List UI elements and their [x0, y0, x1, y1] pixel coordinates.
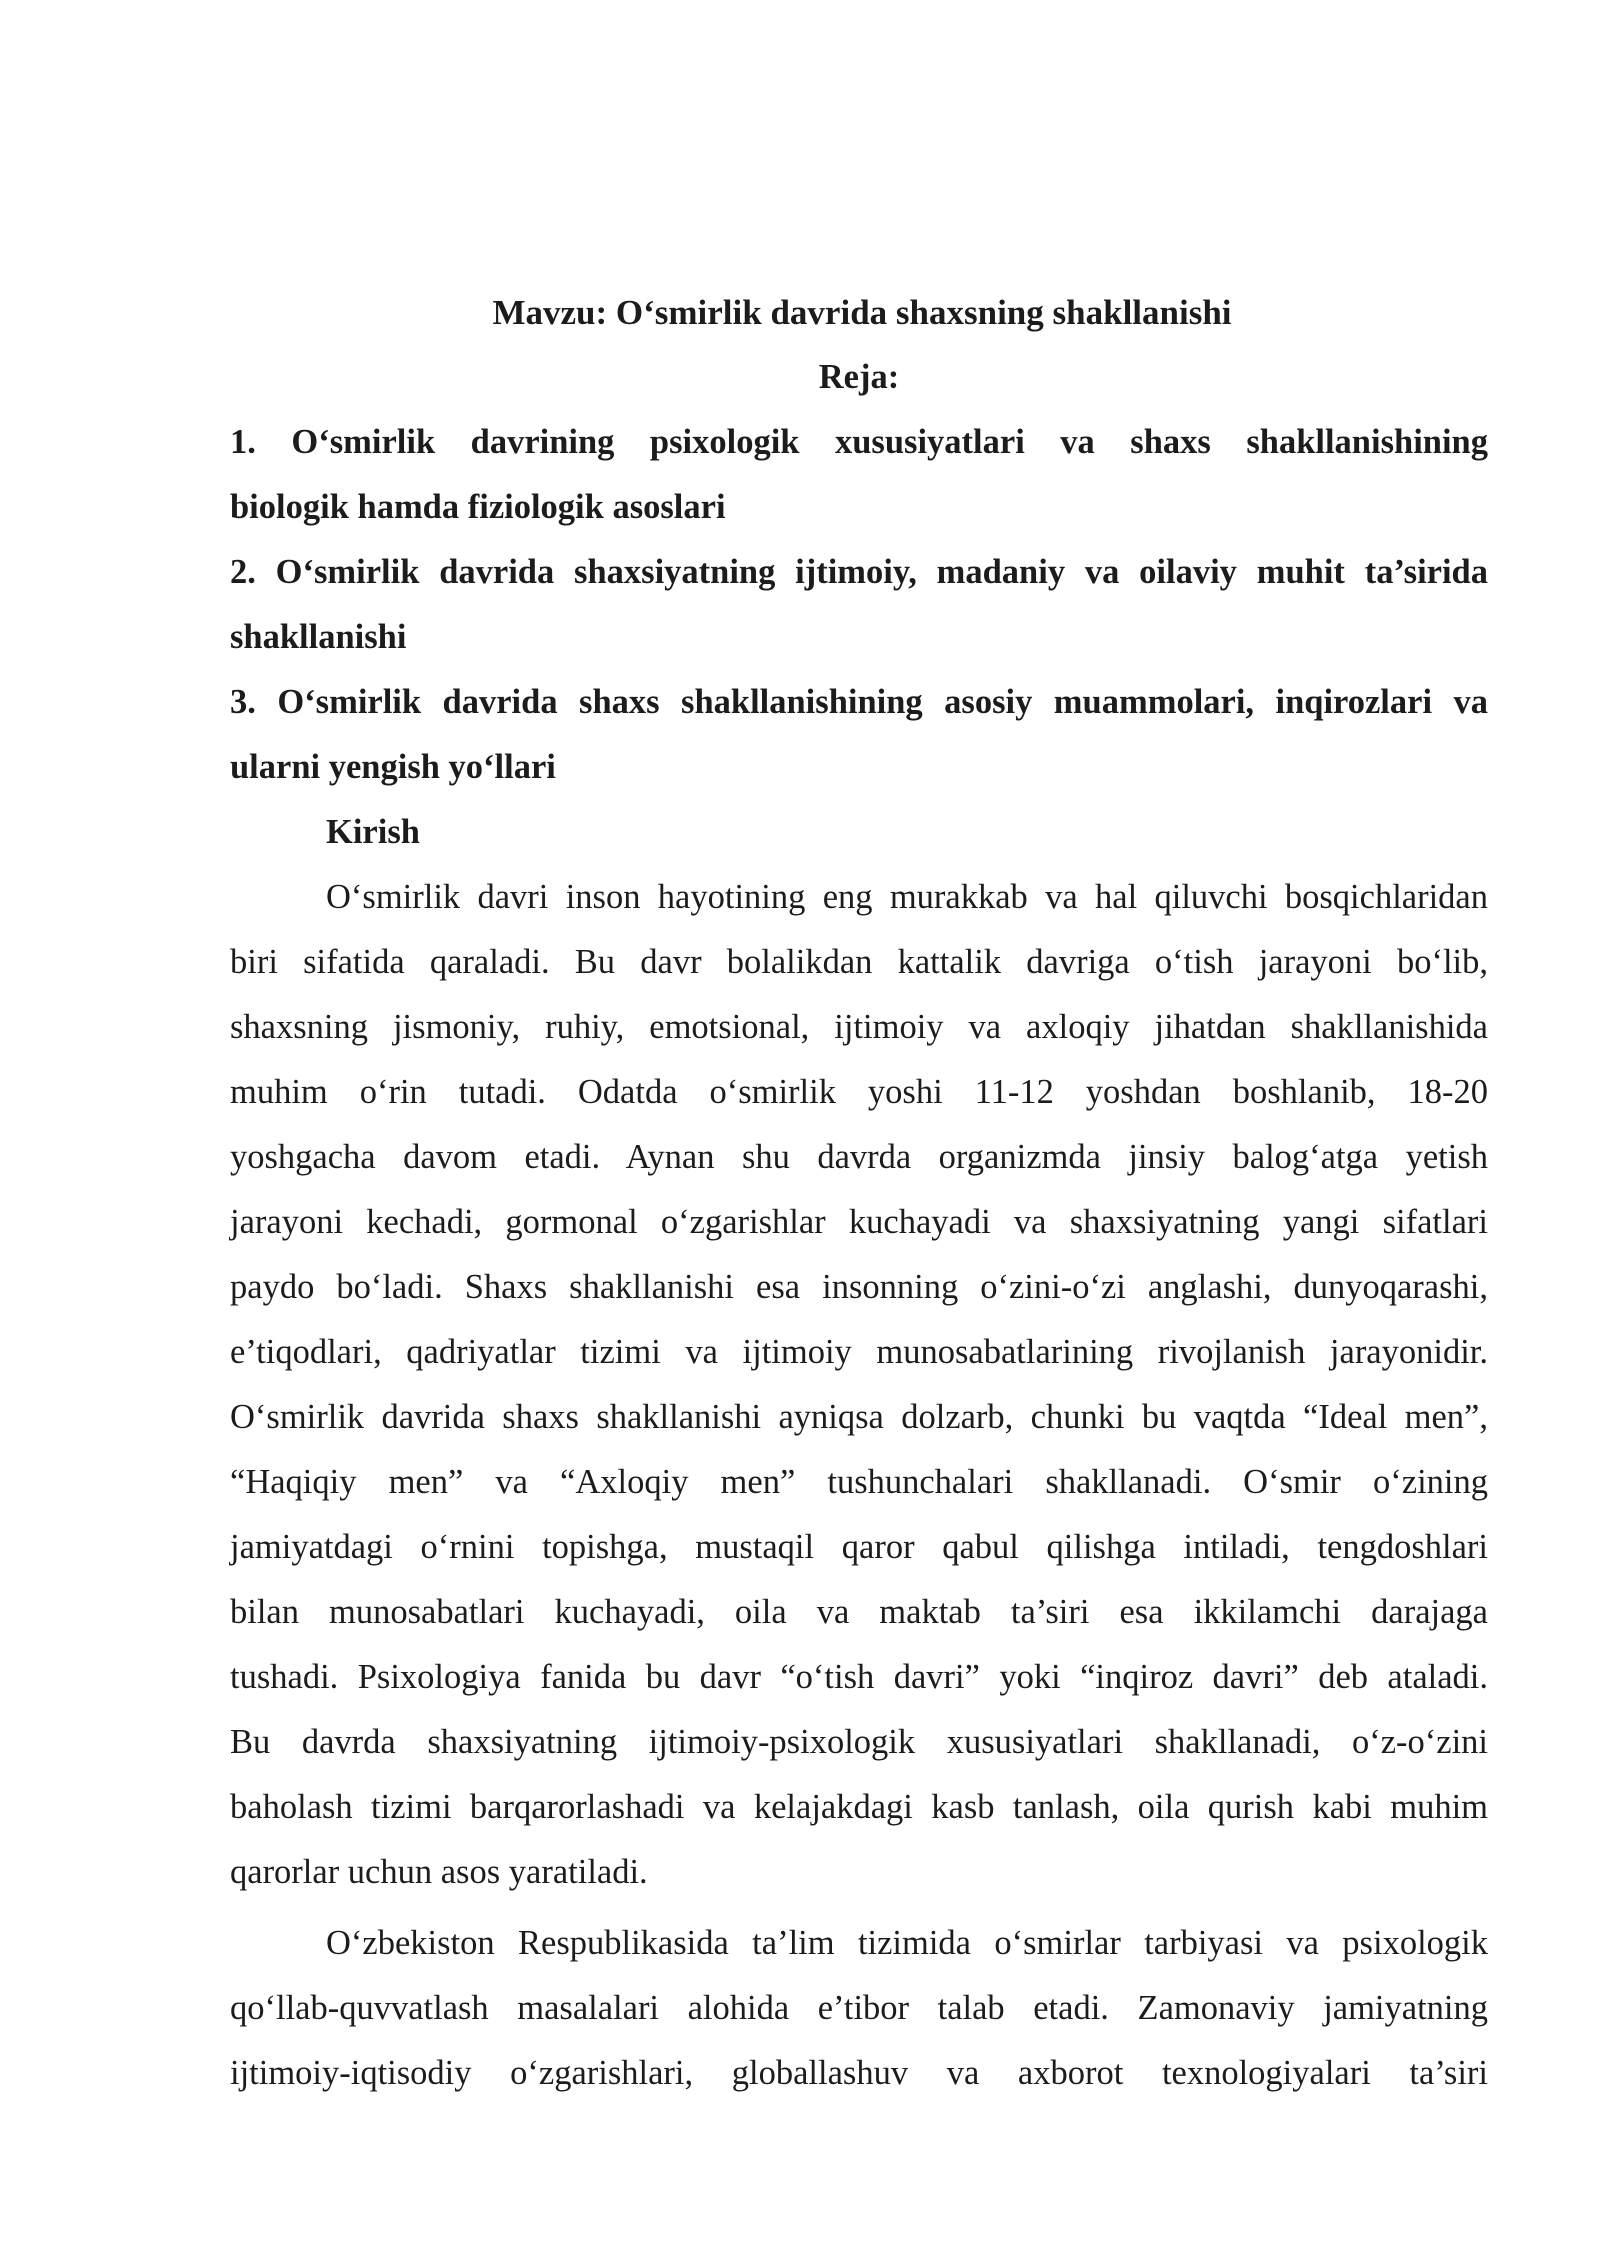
paragraph-line: shaxsning jismoniy, ruhiy, emotsional, ijtimoiy va axloqiy jihatdan shakllanishida — [230, 1008, 1488, 1046]
paragraph-line: O‘smirlik davrida shaxs shakllanishi ayniqsa dolzarb, chunki bu vaqtda “Ideal men”, — [230, 1398, 1488, 1436]
document-title: Mavzu: O‘smirlik davrida shaxsning shakllanishi — [492, 293, 1232, 332]
plan-heading: Reja: — [818, 358, 900, 396]
plan-item-1-line-1: 1. O‘smirlik davrining psixologik xususiyatlari va shaxs shakllanishining — [230, 423, 1488, 461]
plan-item-3-line-1: 3. O‘smirlik davrida shaxs shakllanishining asosiy muammolari, inqirozlari va — [230, 683, 1488, 721]
plan-item-3-line-2: ularni yengish yo‘llari — [230, 748, 556, 786]
paragraph-line: qarorlar uchun asos yaratiladi. — [230, 1853, 648, 1891]
paragraph-line: muhim o‘rin tutadi. Odatda o‘smirlik yoshi 11-12 yoshdan boshlanib, 18-20 — [230, 1073, 1488, 1111]
paragraph-line: jarayoni kechadi, gormonal o‘zgarishlar kuchayadi va shaxsiyatning yangi sifatlari — [230, 1203, 1488, 1241]
paragraph-2 — [230, 1911, 1488, 2106]
paragraph-line: baholash tizimi barqarorlashadi va kelajakdagi kasb tanlash, oila qurish kabi muhim — [230, 1788, 1488, 1826]
paragraph-line: e’tiqodlari, qadriyatlar tizimi va ijtimoiy munosabatlarining rivojlanish jarayonidir. — [230, 1333, 1488, 1371]
paragraph-1 — [230, 865, 1488, 1905]
plan-item-2-line-2: shakllanishi — [230, 618, 407, 656]
plan-item-1-line-2: biologik hamda fiziologik asoslari — [230, 488, 726, 526]
paragraph-line: Bu davrda shaxsiyatning ijtimoiy-psixologik xususiyatlari shakllanadi, o‘z-o‘zini — [230, 1723, 1488, 1761]
paragraph-line: biri sifatida qaraladi. Bu davr bolalikdan kattalik davriga o‘tish jarayoni bo‘lib, — [230, 943, 1488, 981]
intro-heading: Kirish — [326, 813, 420, 851]
paragraph-line: yoshgacha davom etadi. Aynan shu davrda organizmda jinsiy balog‘atga yetish — [230, 1138, 1488, 1176]
plan-item-2-line-1: 2. O‘smirlik davrida shaxsiyatning ijtimoiy, madaniy va oilaviy muhit ta’sirida — [230, 553, 1488, 591]
paragraph-line: ijtimoiy-iqtisodiy o‘zgarishlari, globallashuv va axborot texnologiyalari ta’siri — [230, 2054, 1488, 2092]
paragraph-line: O‘zbekiston Respublikasida ta’lim tizimida o‘smirlar tarbiyasi va psixologik — [326, 1924, 1488, 1962]
document-page — [230, 280, 1488, 2106]
paragraph-line: O‘smirlik davri inson hayotining eng murakkab va hal qiluvchi bosqichlaridan — [326, 878, 1488, 916]
paragraph-line: tushadi. Psixologiya fanida bu davr “o‘tish davri” yoki “inqiroz davri” deb ataladi. — [230, 1658, 1488, 1696]
paragraph-line: “Haqiqiy men” va “Axloqiy men” tushunchalari shakllanadi. O‘smir o‘zining — [230, 1463, 1488, 1501]
paragraph-line: paydo bo‘ladi. Shaxs shakllanishi esa insonning o‘zini-o‘zi anglashi, dunyoqarashi, — [230, 1268, 1488, 1306]
paragraph-line: bilan munosabatlari kuchayadi, oila va maktab ta’siri esa ikkilamchi darajaga — [230, 1593, 1488, 1631]
paragraph-line: jamiyatdagi o‘rnini topishga, mustaqil qaror qabul qilishga intiladi, tengdoshlari — [230, 1528, 1488, 1566]
paragraph-line: qo‘llab-quvvatlash masalalari alohida e’tibor talab etadi. Zamonaviy jamiyatning — [230, 1989, 1488, 2027]
